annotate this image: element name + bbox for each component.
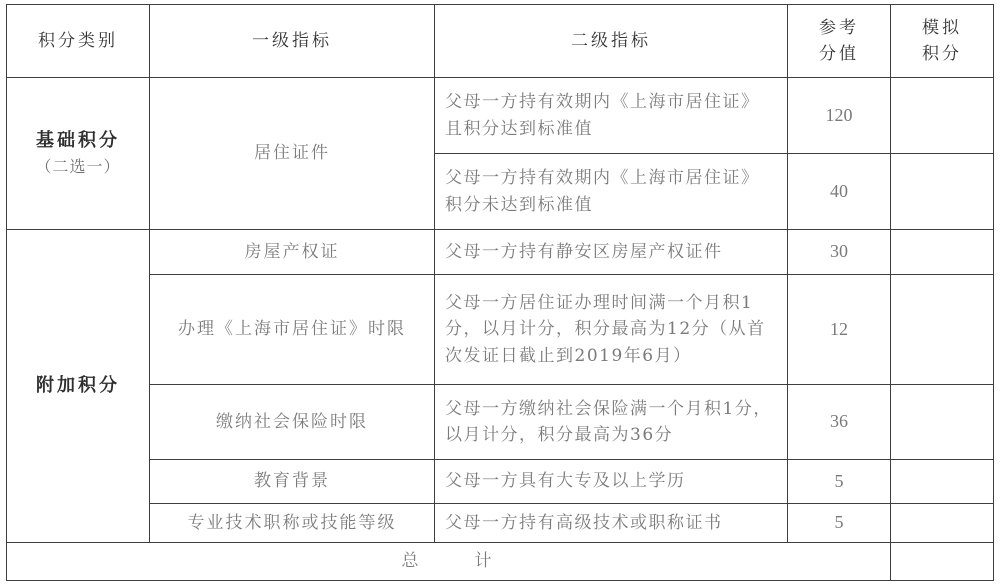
simulated-score-cell xyxy=(891,460,994,504)
table-row xyxy=(7,460,994,504)
simulated-score-cell xyxy=(891,230,994,275)
simulated-score-cell xyxy=(891,154,994,230)
header-sim-line1: 模拟 xyxy=(922,17,962,38)
level2-description: 父母一方具有大专及以上学历 xyxy=(435,460,788,504)
level1-indicator: 专业技术职称或技能等级 xyxy=(150,504,435,543)
table-row xyxy=(7,275,994,385)
table-row xyxy=(7,78,994,154)
category-additional: 附加积分 xyxy=(7,230,150,543)
total-label xyxy=(7,543,891,581)
reference-score: 40 xyxy=(788,154,891,230)
category-basic-note: （二选一） xyxy=(35,157,121,177)
level2-description: 父母一方居住证办理时间满一个月积1分，以月计分，积分最高为12分（从首次发证日截止到2019年6月） xyxy=(435,275,788,385)
level2-description: 父母一方持有高级技术或职称证书 xyxy=(435,504,788,543)
simulated-score-cell xyxy=(891,385,994,460)
simulated-score-cell xyxy=(891,275,994,385)
level1-residence-permit: 居住证件 xyxy=(150,78,435,230)
score-table-wrapper xyxy=(6,4,994,581)
category-basic xyxy=(7,78,150,230)
header-row xyxy=(7,5,994,78)
header-sim-line2: 积分 xyxy=(922,44,962,64)
reference-score: 120 xyxy=(788,78,891,154)
total-row xyxy=(7,543,994,581)
header-level1: 一级指标 xyxy=(150,5,435,78)
simulated-score-cell xyxy=(891,78,994,154)
reference-score: 30 xyxy=(788,230,891,275)
table-row xyxy=(7,230,994,275)
level2-description: 父母一方持有效期内《上海市居住证》积分未达到标准值 xyxy=(435,154,788,230)
level1-indicator: 办理《上海市居住证》时限 xyxy=(150,275,435,385)
header-reference-score xyxy=(788,5,891,78)
level2-description: 父母一方缴纳社会保险满一个月积1分，以月计分，积分最高为36分 xyxy=(435,385,788,460)
header-level2: 二级指标 xyxy=(435,5,788,78)
total-label-part1: 总 xyxy=(401,551,423,572)
level2-description: 父母一方持有静安区房屋产权证件 xyxy=(435,230,788,275)
level1-indicator: 教育背景 xyxy=(150,460,435,504)
total-label-part2: 计 xyxy=(474,551,496,572)
header-simulated-score xyxy=(891,5,994,78)
header-score-line2: 分值 xyxy=(819,44,859,64)
level1-indicator: 缴纳社会保险时限 xyxy=(150,385,435,460)
simulated-score-cell xyxy=(891,504,994,543)
header-score-line1: 参考 xyxy=(819,17,859,38)
reference-score: 5 xyxy=(788,460,891,504)
reference-score: 12 xyxy=(788,275,891,385)
table-row xyxy=(7,385,994,460)
score-table xyxy=(6,4,994,581)
table-row xyxy=(7,504,994,543)
category-basic-label: 基础积分 xyxy=(36,130,120,152)
reference-score: 5 xyxy=(788,504,891,543)
level1-indicator: 房屋产权证 xyxy=(150,230,435,275)
total-simulated-score-cell xyxy=(891,543,994,581)
level2-description: 父母一方持有效期内《上海市居住证》且积分达到标准值 xyxy=(435,78,788,154)
header-category: 积分类别 xyxy=(7,5,150,78)
reference-score: 36 xyxy=(788,385,891,460)
